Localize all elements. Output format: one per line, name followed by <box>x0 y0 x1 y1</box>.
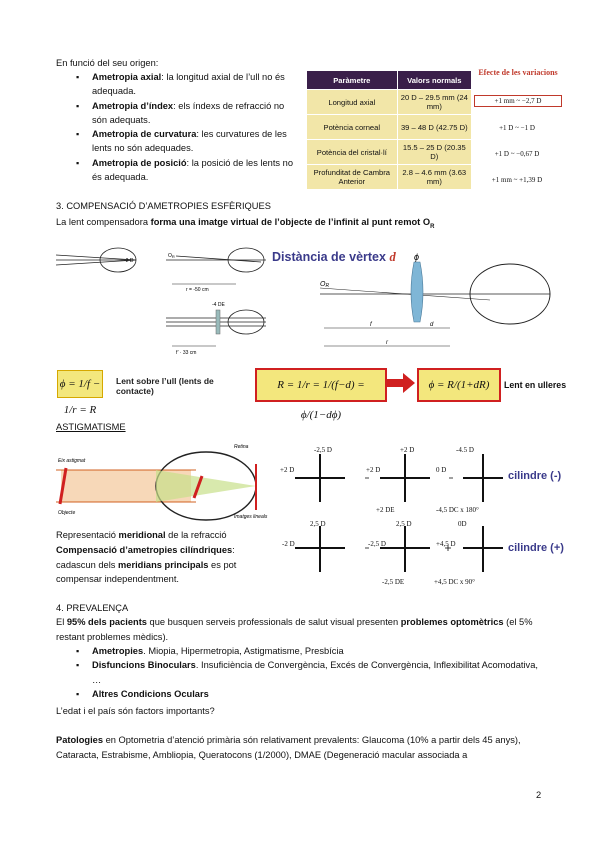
cross-label: 2,5 D <box>396 520 412 528</box>
cross-label: +2 D <box>280 466 295 474</box>
svg-text:r = -50 cm: r = -50 cm <box>186 287 209 293</box>
list-item: ▪ Ametropies. Miopia, Hipermetropia, Astigmatisme, Presbícia <box>72 644 542 658</box>
svg-text:r: r <box>386 340 388 346</box>
svg-text:Eix astigmat: Eix astigmat <box>58 458 86 464</box>
svg-text:f: f <box>370 322 372 328</box>
eye-diagram <box>166 248 266 293</box>
parameters-table <box>306 70 472 190</box>
cylinder-plus-label: cilindre (+) <box>508 542 564 554</box>
table-row: Profunditat de Cambra Anterior 2.8 – 4.6 mm (3.63 mm) <box>307 165 472 190</box>
vertex-formula: R = 1/r = 1/(f−d) = ϕ/(1−dϕ) <box>255 368 387 402</box>
svg-text:Retina: Retina <box>234 444 249 450</box>
contact-lens-formula: ϕ = 1/f − 1/r = R <box>57 370 103 398</box>
cross-label: 2,5 D <box>310 520 326 528</box>
prevalence-paragraph: El 95% dels pacients que busquen serveis professionals de salut visual presenten problemes optomètrics (el 5% restant problemes mèdics). <box>56 617 533 642</box>
effect-value: +1 mm ~ +1,39 D <box>491 176 543 184</box>
page-number: 2 <box>536 790 542 800</box>
cross-label: 0D <box>458 520 467 528</box>
cross-label: -4,5 DC x 180° <box>436 506 479 514</box>
svg-text:Objecte: Objecte <box>58 510 76 516</box>
origin-list <box>72 70 294 184</box>
arrow-icon <box>385 373 415 393</box>
svg-text:-4 DE: -4 DE <box>212 302 225 308</box>
cylinder-minus-label: cilindre (-) <box>508 470 562 482</box>
cross-label: +2 D <box>366 466 381 474</box>
svg-text:OR: OR <box>320 281 330 289</box>
section-3-intro: La lent compensadora forma una imatge virtual de l’objecte de l’infinit al punt remot $O_R$ <box>56 217 435 230</box>
table-row: Longitud axial 20 D – 29.5 mm (24 mm) <box>307 90 472 115</box>
cross-label: +2 D <box>400 446 415 454</box>
astigmatism-title: ASTIGMATISME <box>56 422 126 432</box>
astig-compensation-text: Compensació d’ametropies cilíndriques: cadascun dels meridians principals es pot compensar independentment. <box>56 545 237 584</box>
age-country-question: L’edat i el país són factors importants? <box>56 706 215 716</box>
cross-label: +4,5 DC x 90° <box>434 578 475 586</box>
list-item: ▪ Disfuncions Binoculars. Insuficiència de Convergència, Excés de Convergència, Inflexibilitat Acomodativa, … <box>72 658 542 687</box>
cross-label: 0 D <box>436 466 447 474</box>
list-item: ▪ Altres Condicions Oculars <box>72 687 542 701</box>
contact-lens-label: Lent sobre l’ull (lents de contacte) <box>116 376 214 396</box>
effect-value: +1 D ~ −1 D <box>499 124 535 132</box>
cylinder-plus-crosses <box>275 520 505 585</box>
list-item: ▪ Ametropia d’índex: els índexs de refracció no són adequats. <box>72 99 294 128</box>
svg-text:-2 D: -2 D <box>124 258 134 264</box>
glasses-formula: ϕ = R/(1+dR) <box>417 368 501 402</box>
section-4-title: 4. PREVALENÇA <box>56 603 129 613</box>
table-row: Potència del cristal·lí 15.5 – 25 D (20.35 D) <box>307 140 472 165</box>
prevalence-list <box>72 644 542 701</box>
cross-label: -4.5 D <box>456 446 474 454</box>
list-item: ▪ Ametropia axial: la longitud axial de l’ull no és adequada. <box>72 70 294 99</box>
pathologies-paragraph: Patologies en Optometria d’atenció primària són relativament prevalents: Glaucoma (10% a partir dels 45 anys), Cataracta, Estrabisme, Ambliopia, Queratocons (1/2000), DMAE (Degeneració macular associada a <box>56 735 521 760</box>
table-header: Valors normals <box>397 71 471 90</box>
effect-value: +1 D ~ −0,67 D <box>494 150 540 158</box>
cross-label: +4,5 D <box>436 540 456 548</box>
table-header: Paràmetre <box>307 71 398 90</box>
vertex-distance-title: Distància de vèrtex d <box>272 250 396 264</box>
eye-diagram <box>56 248 136 272</box>
myopia-eye-diagrams <box>56 248 266 358</box>
astigmatism-eye-diagram <box>56 440 271 520</box>
svg-text:d: d <box>430 322 434 328</box>
svg-text:f’ · 33 cm: f’ · 33 cm <box>176 350 197 356</box>
glasses-label: Lent en ulleres <box>504 380 567 390</box>
effect-header: Efecte de les variacions <box>478 68 558 77</box>
list-item: ▪ Ametropia de posició: la posició de les lents no és adequada. <box>72 156 294 185</box>
astig-representation-text: Representació meridional de la refracció <box>56 530 227 540</box>
table-row: Potència corneal 39 – 48 D (42.75 D) <box>307 115 472 140</box>
svg-text:ϕ: ϕ <box>414 252 420 262</box>
svg-text:Imatges lineals: Imatges lineals <box>234 514 268 520</box>
effect-value-boxed: +1 mm ~ −2,7 D <box>474 95 562 107</box>
svg-text:OR: $O_R$ <box>168 253 175 259</box>
eye-diagram <box>166 302 266 356</box>
cross-label: -2,5 D <box>314 446 332 454</box>
section-3-title: 3. COMPENSACIÓ D’AMETROPIES ESFÈRIQUES <box>56 201 271 211</box>
cross-label: -2,5 DE <box>382 578 405 586</box>
cross-label: +2 DE <box>376 506 395 514</box>
cross-label: -2,5 D <box>368 540 386 548</box>
list-item: ▪ Ametropia de curvatura: les curvatures de les lents no són adequades. <box>72 127 294 156</box>
origin-intro: En funció del seu origen: <box>56 58 159 68</box>
cross-label: -2 D <box>282 540 295 548</box>
